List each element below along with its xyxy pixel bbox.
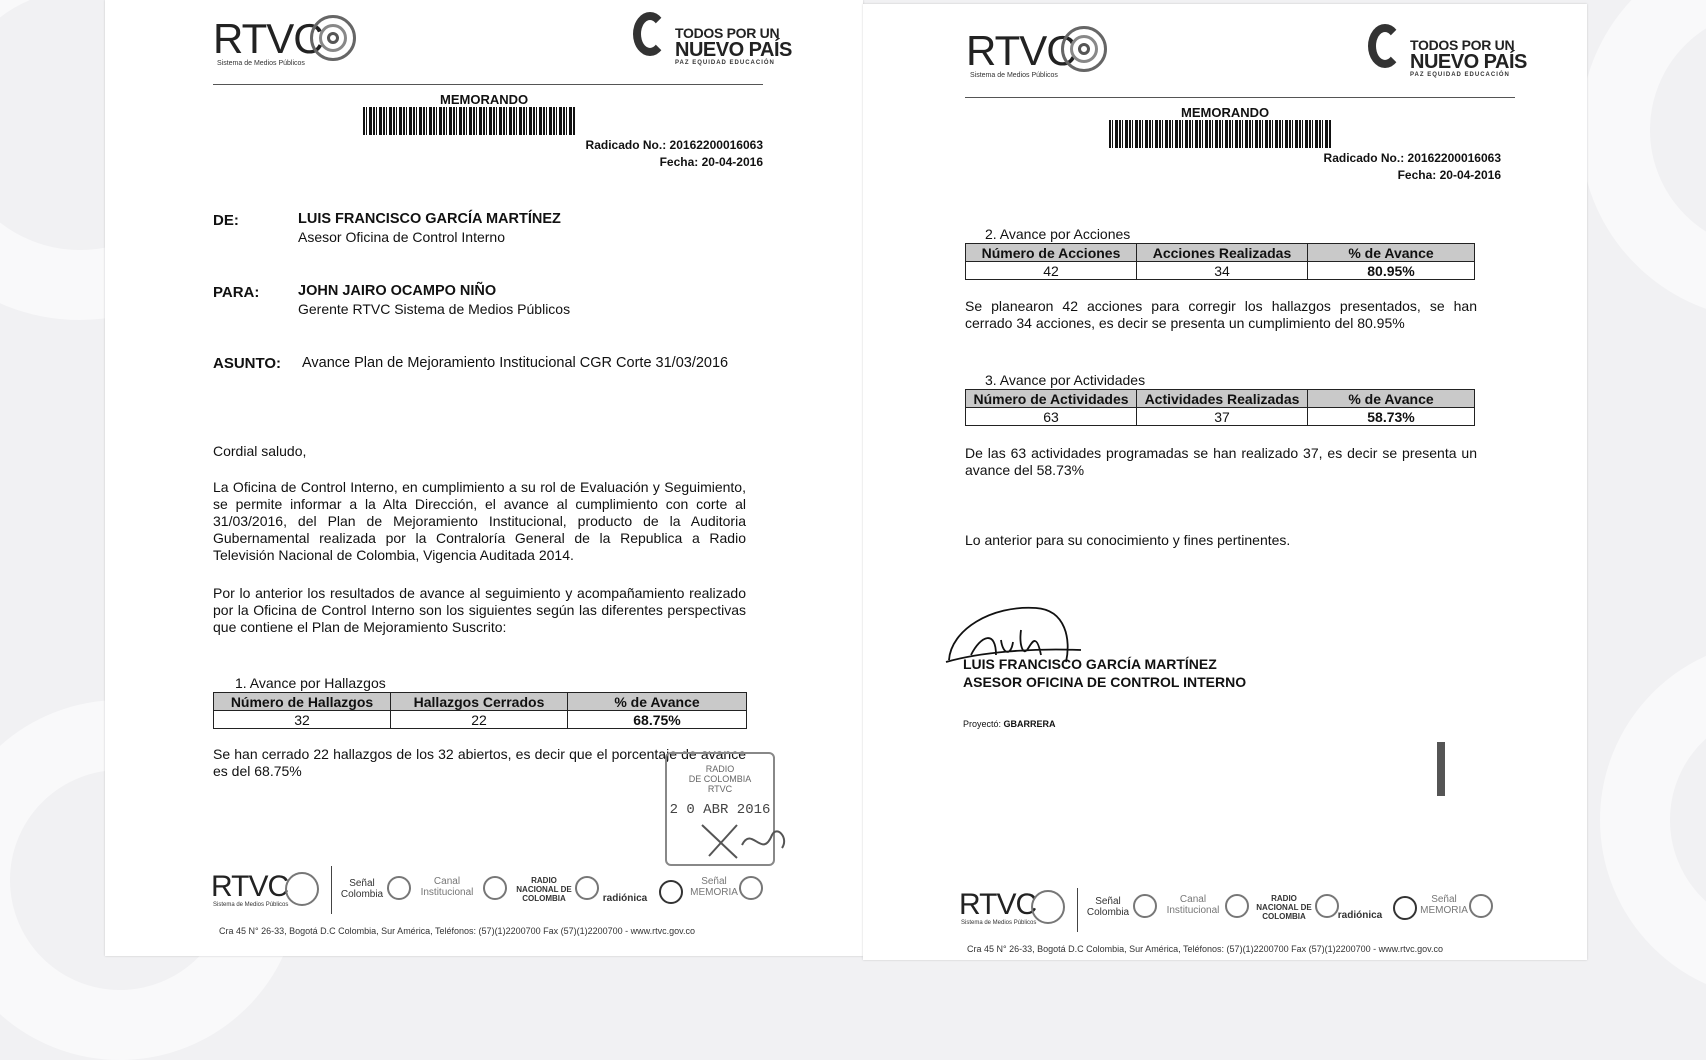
memo-date: Fecha: 20-04-2016	[659, 155, 763, 169]
logo-text: RTVC	[213, 15, 323, 62]
memo-title: MEMORANDO	[440, 92, 529, 107]
background-swirl	[1580, 0, 1706, 320]
margin-mark	[1437, 742, 1445, 796]
logo-subtitle: Sistema de Medios Públicos	[217, 60, 305, 67]
table-cell: 22	[391, 711, 568, 729]
barcode	[1109, 120, 1331, 148]
footer-brand-icon	[1133, 894, 1157, 918]
government-emblem-icon	[633, 12, 667, 56]
table-header: Número de Acciones	[966, 244, 1137, 262]
stamp-text: DE COLOMBIA	[688, 774, 752, 784]
subject-text: Avance Plan de Mejoramiento Institucional CGR Corte 31/03/2016	[302, 355, 729, 371]
section-3-title: 3. Avance por Actividades	[985, 372, 1146, 388]
reception-stamp	[665, 752, 775, 866]
gov-slogan-line3: PAZ EQUIDAD EDUCACIÓN	[1410, 72, 1510, 78]
footer-address: Cra 45 N° 26-33, Bogotá D.C Colombia, Sur América, Teléfonos: (57)(1)2200700 Fax (57)(1)2200700 - www.rtvc.gov.co	[219, 926, 695, 936]
gov-slogan-line3: PAZ EQUIDAD EDUCACIÓN	[675, 60, 775, 66]
footer-rtvc-logo: RTVC	[959, 888, 1037, 921]
rtvc-swirl-icon	[310, 15, 356, 61]
footer-brand-canal-institucional: Canal Institucional	[420, 876, 474, 898]
section-1-text: Se han cerrado 22 hallazgos de los 32 abiertos, es decir que el porcentaje de avance es del 68.75%	[213, 746, 746, 779]
table-header: Acciones Realizadas	[1137, 244, 1308, 262]
footer-brand-icon	[1393, 896, 1417, 920]
memo-title: MEMORANDO	[1181, 105, 1270, 120]
subject-label: ASUNTO:	[213, 355, 282, 372]
gov-slogan-line1: TODOS POR UN	[1410, 37, 1515, 53]
activities-table	[965, 389, 1475, 426]
prepared-by-value: GBARRERA	[1003, 719, 1056, 729]
section-2-text: Se planearon 42 acciones para corregir los hallazgos presentados, se han cerrado 34 acciones, es decir se presenta un cumplimiento del 80.95%	[965, 298, 1477, 331]
prepared-by	[963, 719, 1056, 729]
findings-table	[213, 692, 747, 729]
footer-brand-icon	[1225, 894, 1249, 918]
document-page-1	[105, 0, 863, 956]
prepared-by-label: Proyectó:	[963, 719, 1002, 729]
footer-brand-icon	[739, 876, 763, 900]
to-label: PARA:	[213, 284, 260, 301]
radicado-number: Radicado No.: 20162200016063	[1323, 151, 1501, 165]
footer-brand-senal-colombia: Señal Colombia	[340, 878, 384, 900]
to-name: JOHN JAIRO OCAMPO NIÑO	[298, 283, 497, 299]
table-header: % de Avance	[568, 693, 747, 711]
footer-rtvc-logo: RTVC	[211, 870, 289, 903]
signer-name: LUIS FRANCISCO GARCÍA MARTÍNEZ	[963, 656, 1217, 672]
document-page-2	[863, 4, 1587, 960]
footer-brand-canal-institucional: Canal Institucional	[1166, 894, 1220, 916]
gov-slogan-line1: TODOS POR UN	[675, 25, 780, 41]
greeting: Cordial saludo,	[213, 443, 307, 459]
body-paragraph-2: Por lo anterior los resultados de avance al seguimiento y acompañamiento realizado por la Oficina de Control Interno son los siguientes según las diferentes perspectivas que contiene el Plan de Mejoramiento Suscrito:	[213, 585, 746, 635]
footer-logo-subtitle: Sistema de Medios Públicos	[213, 902, 289, 908]
table-header-row	[966, 244, 1475, 262]
background-swirl	[1600, 640, 1706, 1000]
stamp-text: RADIO	[705, 764, 735, 774]
footer-brand-senal-memoria: Señal MEMORIA	[690, 876, 738, 898]
rtvc-logo	[966, 27, 1076, 79]
table-header: % de Avance	[1308, 390, 1475, 408]
table-header: % de Avance	[1308, 244, 1475, 262]
table-cell: 32	[214, 711, 391, 729]
footer-address: Cra 45 N° 26-33, Bogotá D.C Colombia, Sur América, Teléfonos: (57)(1)2200700 Fax (57)(1)2200700 - www.rtvc.gov.co	[967, 944, 1443, 954]
logo-subtitle: Sistema de Medios Públicos	[970, 72, 1058, 79]
footer-divider	[331, 866, 332, 914]
footer-divider	[1077, 888, 1078, 932]
table-header: Actividades Realizadas	[1137, 390, 1308, 408]
table-cell: 58.73%	[1308, 408, 1475, 426]
section-1-title: 1. Avance por Hallazgos	[235, 675, 386, 691]
table-cell: 42	[966, 262, 1137, 280]
table-cell: 68.75%	[568, 711, 747, 729]
table-cell: 63	[966, 408, 1137, 426]
table-header: Hallazgos Cerrados	[391, 693, 568, 711]
footer-brand-radionica: radiónica	[602, 893, 648, 904]
actions-table	[965, 243, 1475, 280]
section-2-title: 2. Avance por Acciones	[985, 226, 1131, 242]
footer-brand-radio-nacional: RADIO NACIONAL DE COLOMBIA	[516, 876, 572, 903]
footer-brand-senal-colombia: Señal Colombia	[1086, 896, 1130, 918]
gov-slogan-line2: NUEVO PAÍS	[1410, 51, 1527, 73]
body-paragraph-1: La Oficina de Control Interno, en cumplimiento a su rol de Evaluación y Seguimiento, se permite informar a la Alta Dirección, el avance al cumplimiento con corte al 31/03/2016, del Plan de Mejoramiento Institucional, producto de la Auditoria Gubernamental realizada por la Contraloría General de la Republica a Radio Televisión Nacional de Colombia, Vigencia Auditada 2014.	[213, 479, 746, 563]
barcode	[363, 107, 575, 135]
memo-date: Fecha: 20-04-2016	[1397, 168, 1501, 182]
from-label: DE:	[213, 212, 239, 229]
footer-rtvc-swirl-icon	[285, 872, 319, 906]
government-emblem-icon	[1368, 24, 1402, 68]
table-header: Número de Actividades	[966, 390, 1137, 408]
table-row	[966, 408, 1475, 426]
table-cell: 80.95%	[1308, 262, 1475, 280]
stamp-signature	[697, 820, 797, 860]
footer-brand-radionica: radiónica	[1337, 910, 1383, 921]
signer-role: ASESOR OFICINA DE CONTROL INTERNO	[963, 674, 1247, 690]
footer-logo-subtitle: Sistema de Medios Públicos	[961, 920, 1037, 926]
table-cell: 34	[1137, 262, 1308, 280]
section-3-text: De las 63 actividades programadas se han realizado 37, es decir se presenta un avance del 58.73%	[965, 445, 1477, 478]
footer-brand-icon	[659, 880, 683, 904]
logo-text: RTVC	[966, 27, 1076, 74]
rtvc-swirl-icon	[1061, 26, 1107, 72]
table-row	[214, 711, 747, 729]
table-header-row	[214, 693, 747, 711]
footer-rtvc-swirl-icon	[1031, 890, 1065, 924]
header-divider	[213, 84, 763, 85]
footer-brand-icon	[387, 876, 411, 900]
stamp-date: 2 0 ABR 2016	[669, 802, 771, 818]
to-role: Gerente RTVC Sistema de Medios Públicos	[298, 301, 571, 317]
closing-text: Lo anterior para su conocimiento y fines pertinentes.	[965, 532, 1291, 548]
stamp-text: RTVC	[707, 784, 733, 794]
from-role: Asesor Oficina de Control Interno	[298, 229, 505, 245]
table-header: Número de Hallazgos	[214, 693, 391, 711]
table-row	[966, 262, 1475, 280]
radicado-number: Radicado No.: 20162200016063	[585, 138, 763, 152]
footer-brand-icon	[1469, 894, 1493, 918]
table-header-row	[966, 390, 1475, 408]
footer-brand-radio-nacional: RADIO NACIONAL DE COLOMBIA	[1256, 894, 1312, 921]
gov-slogan-line2: NUEVO PAÍS	[675, 39, 792, 61]
from-name: LUIS FRANCISCO GARCÍA MARTÍNEZ	[298, 211, 561, 227]
footer-brand-senal-memoria: Señal MEMORIA	[1420, 894, 1468, 916]
header-divider	[965, 97, 1515, 98]
rtvc-logo	[213, 15, 323, 67]
footer-brand-icon	[483, 876, 507, 900]
table-cell: 37	[1137, 408, 1308, 426]
